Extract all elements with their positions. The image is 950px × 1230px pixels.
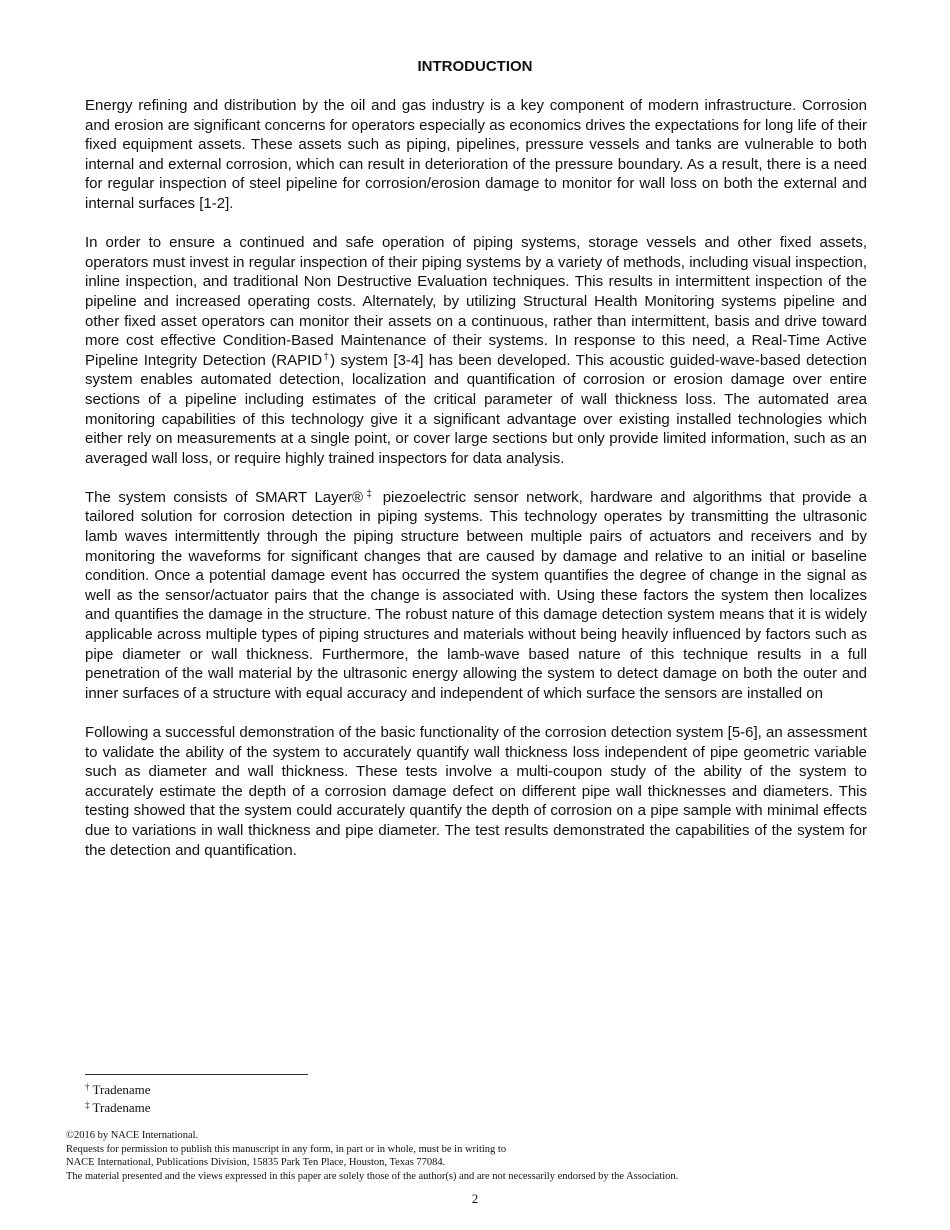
footnote-1 [85,1081,485,1099]
paragraph-3-text-b: piezoelectric sensor network, hardware and algorithms that provide a tailored solution for corrosion detection in piping systems. This technology operates by transmitting the ultrasonic lamb waves intermittently through the piping structure between multiple pairs of actuators and receivers and by monitoring the waveforms for significant changes that are caused by damage and relative to an initial or baseline condition. Once a potential damage event has occurred the system quantifies the degree of change in the signal as well as the sensor/actuator pairs that the change is associated with. Using these factors the system then localizes and quantifies the damage in the structure. The robust nature of this damage detection system means that it is widely applicable across multiple types of piping structures and materials without being heavily influenced by factors such as pipe diameter or wall thickness. Furthermore, the lamb-wave based nature of this technique results in a full penetration of the wall material by the ultrasonic energy allowing the system to detect damage on both the outer and inner surfaces of a structure with equal accuracy and independent of which surface the sensors are installed on [85,488,867,702]
paragraph-3 [85,488,867,704]
page-number: 2 [471,1191,479,1206]
paragraph-3-text-a: The system consists of SMART Layer® [85,488,364,506]
section-body [85,96,867,880]
section-heading: INTRODUCTION [417,58,533,75]
copyright-line-4: The material presented and the views expressed in this paper are solely those of the author(s) and are not necessarily endorsed by the Association. [66,1170,679,1182]
copyright-notice [66,1129,906,1183]
footnotes [85,1081,485,1117]
copyright-line-1: ©2016 by NACE International. [66,1130,199,1141]
paragraph-2-text-a: In order to ensure a continued and safe operation of piping systems, storage vessels and other fixed assets, operators must invest in regular inspection of their piping systems by a variety of methods, including visual inspection, inline inspection, and traditional Non Destructive Evaluation techniques. This results in intermittent inspection of the pipeline and increased operating costs. Alternately, by utilizing Structural Health Monitoring systems pipeline and other fixed asset operators can monitor their assets on a continuous, rather than intermittent, basis and drive toward more cost effective Condition-Based Maintenance of their systems. In response to this need, a Real-Time Active Pipeline Integrity Detection (RAPID [85,234,867,369]
copyright-line-2: Requests for permission to publish this manuscript in any form, in part or in whole, must be in writing to [66,1143,507,1155]
footnote-divider [85,1074,308,1075]
double-dagger-footnote-mark: ‡ [363,488,376,500]
paragraph-2 [85,233,867,468]
paragraph-4: Following a successful demonstration of the basic functionality of the corrosion detection system [5-6], an assessment to validate the ability of the system to accurately quantify wall thickness loss independent of pipe geometric variable such as diameter and wall thickness. These tests involve a multi-coupon study of the ability of the system to accurately estimate the depth of a corrosion damage defect on different pipe wall thicknesses and diameters. This testing showed that the system could accurately quantify the depth of corrosion on a pipe sample with minimal effects due to variations in wall thickness and pipe diameter. The test results demonstrated the capabilities of the system for the detection and quantification. [85,724,867,859]
footnote-1-mark: † [85,1082,90,1092]
paragraph-1: Energy refining and distribution by the oil and gas industry is a key component of modern infrastructure. Corrosion and erosion are significant concerns for operators especially as economics drives the expectations for long life of their fixed equipment assets. These assets such as piping, pipelines, pressure vessels and tanks are vulnerable to both internal and external corrosion, which can result in deterioration of the pressure boundary. As a result, there is a need for regular inspection of steel pipeline for corrosion/erosion damage to monitor for wall loss on both the external and internal surfaces [1-2]. [85,97,867,212]
copyright-line-3: NACE International, Publications Division, 15835 Park Ten Place, Houston, Texas 77084. [66,1157,446,1168]
dagger-footnote-mark: † [322,351,331,363]
paragraph-2-text-b: ) system [3-4] has been developed. This acoustic guided-wave-based detection system enables automated detection, localization and quantification of corrosion or erosion damage over entire sections of a pipeline including estimates of the critical parameter of wall thickness loss. The automated area monitoring capabilities of this technology give it a significant advantage over existing installed technologies which either rely on measurements at a single point, or cover large sections but only provide limited information, such as an averaged wall loss, or require highly trained inspectors for data analysis. [85,351,867,467]
footnote-2-mark: ‡ [85,1100,90,1110]
footnote-2 [85,1099,485,1117]
footnote-2-text: Tradename [92,1100,151,1115]
footnote-1-text: Tradename [92,1082,151,1097]
